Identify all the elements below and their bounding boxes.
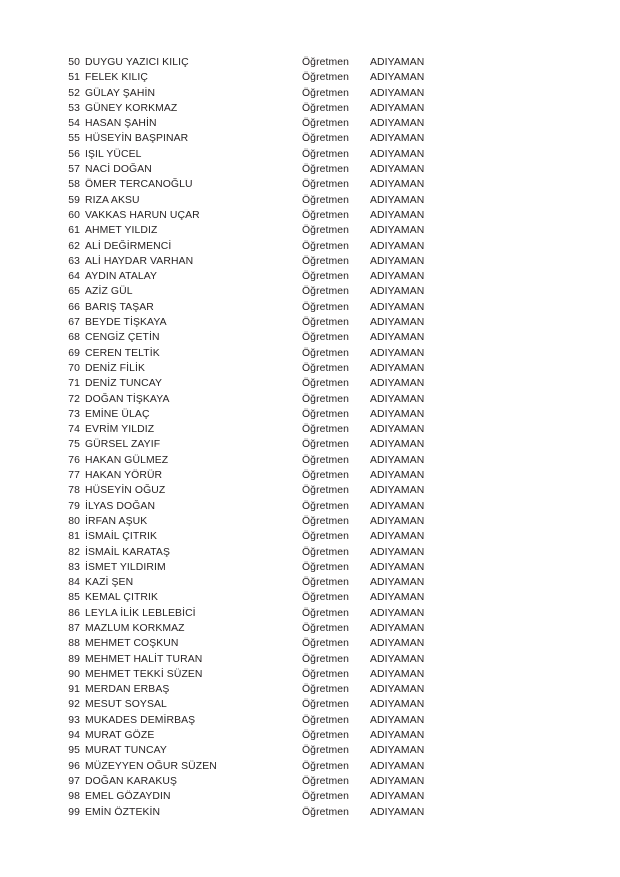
person-name: HASAN ŞAHİN (85, 118, 157, 130)
person-title: Öğretmen (302, 424, 350, 436)
person-title: Öğretmen (302, 454, 350, 466)
person-name: GÜNEY KORKMAZ (85, 102, 178, 114)
person-name: EMİNE ÜLAÇ (85, 408, 150, 420)
table-row (62, 70, 620, 85)
row-number: 67 (68, 317, 80, 329)
person-title: Öğretmen (302, 806, 350, 818)
table-row (62, 621, 620, 636)
person-province: ADIYAMAN (370, 332, 425, 344)
table-row (62, 330, 620, 345)
person-title: Öğretmen (302, 240, 350, 252)
person-province: ADIYAMAN (370, 561, 425, 573)
row-number: 63 (68, 255, 80, 267)
person-province: ADIYAMAN (370, 592, 425, 604)
person-title: Öğretmen (302, 531, 350, 543)
person-name: HÜSEYİN OĞUZ (85, 485, 166, 497)
person-title: Öğretmen (302, 699, 350, 711)
person-name: BARIŞ TAŞAR (85, 301, 154, 313)
table-row (62, 697, 620, 712)
person-title: Öğretmen (302, 118, 350, 130)
row-number: 96 (68, 760, 80, 772)
person-name: NACİ DOĞAN (85, 164, 152, 176)
row-number: 70 (68, 362, 80, 374)
person-province: ADIYAMAN (370, 164, 425, 176)
table-row (62, 728, 620, 743)
person-name: AZİZ GÜL (85, 286, 133, 298)
row-number: 75 (68, 439, 80, 451)
table-row (62, 162, 620, 177)
table-row (62, 560, 620, 575)
person-name: MESUT SOYSAL (85, 699, 167, 711)
person-name: LEYLA İLİK LEBLEBİCİ (85, 607, 196, 619)
person-title: Öğretmen (302, 653, 350, 665)
row-number: 58 (68, 179, 80, 191)
person-title: Öğretmen (302, 745, 350, 757)
table-row (62, 208, 620, 223)
table-row (62, 422, 620, 437)
person-name: GÜRSEL ZAYIF (85, 439, 161, 451)
person-province: ADIYAMAN (370, 225, 425, 237)
person-province: ADIYAMAN (370, 317, 425, 329)
person-name: DUYGU YAZICI KILIÇ (85, 57, 189, 68)
person-province: ADIYAMAN (370, 271, 425, 283)
row-number: 93 (68, 714, 80, 726)
row-number: 92 (68, 699, 80, 711)
person-name: EMEL GÖZAYDIN (85, 791, 171, 803)
table-row (62, 636, 620, 651)
table-row (62, 392, 620, 407)
person-province: ADIYAMAN (370, 622, 425, 634)
row-number: 65 (68, 286, 80, 298)
person-name: MEHMET HALİT TURAN (85, 653, 203, 665)
name-list-rows (62, 55, 620, 820)
table-row (62, 315, 620, 330)
person-province: ADIYAMAN (370, 393, 425, 405)
row-number: 98 (68, 791, 80, 803)
table-row (62, 407, 620, 422)
table-row (62, 514, 620, 529)
row-number: 56 (68, 148, 80, 160)
person-province: ADIYAMAN (370, 760, 425, 772)
person-province: ADIYAMAN (370, 791, 425, 803)
person-title: Öğretmen (302, 775, 350, 787)
table-row (62, 468, 620, 483)
person-title: Öğretmen (302, 607, 350, 619)
person-province: ADIYAMAN (370, 378, 425, 390)
table-row (62, 545, 620, 560)
table-row (62, 759, 620, 774)
table-row (62, 483, 620, 498)
table-row (62, 177, 620, 192)
person-name: EVRİM YILDIZ (85, 424, 155, 436)
person-name: KAZİ ŞEN (85, 577, 134, 589)
person-province: ADIYAMAN (370, 194, 425, 206)
person-province: ADIYAMAN (370, 546, 425, 558)
table-row (62, 743, 620, 758)
name-list (0, 55, 620, 820)
person-title: Öğretmen (302, 286, 350, 298)
person-name: CEREN TELTİK (85, 347, 160, 359)
person-name: AHMET YILDIZ (85, 225, 158, 237)
row-number: 66 (68, 301, 80, 313)
table-row (62, 606, 620, 621)
row-number: 68 (68, 332, 80, 344)
row-number: 52 (68, 87, 80, 99)
person-name: EMİN ÖZTEKİN (85, 806, 161, 818)
table-row (62, 774, 620, 789)
person-province: ADIYAMAN (370, 806, 425, 818)
row-number: 69 (68, 347, 80, 359)
table-row (62, 575, 620, 590)
person-name: ÖMER TERCANOĞLU (85, 179, 193, 191)
person-name: FELEK KILIÇ (85, 72, 148, 84)
row-number: 77 (68, 470, 80, 482)
person-title: Öğretmen (302, 470, 350, 482)
person-province: ADIYAMAN (370, 286, 425, 298)
table-row (62, 116, 620, 131)
row-number: 84 (68, 577, 80, 589)
person-province: ADIYAMAN (370, 500, 425, 512)
row-number: 60 (68, 209, 80, 221)
row-number: 95 (68, 745, 80, 757)
person-title: Öğretmen (302, 72, 350, 84)
row-number: 85 (68, 592, 80, 604)
person-title: Öğretmen (302, 439, 350, 451)
person-province: ADIYAMAN (370, 148, 425, 160)
row-number: 71 (68, 378, 80, 390)
person-title: Öğretmen (302, 148, 350, 160)
person-title: Öğretmen (302, 317, 350, 329)
person-title: Öğretmen (302, 408, 350, 420)
person-title: Öğretmen (302, 362, 350, 374)
person-title: Öğretmen (302, 87, 350, 99)
person-name: RIZA AKSU (85, 194, 140, 206)
person-name: HAKAN YÖRÜR (85, 470, 163, 482)
table-row (62, 805, 620, 820)
person-province: ADIYAMAN (370, 577, 425, 589)
person-title: Öğretmen (302, 561, 350, 573)
row-number: 73 (68, 408, 80, 420)
person-title: Öğretmen (302, 515, 350, 527)
person-title: Öğretmen (302, 347, 350, 359)
person-title: Öğretmen (302, 760, 350, 772)
person-name: İSMAİL ÇITRIK (85, 531, 157, 543)
person-title: Öğretmen (302, 301, 350, 313)
person-title: Öğretmen (302, 393, 350, 405)
person-province: ADIYAMAN (370, 775, 425, 787)
row-number: 81 (68, 531, 80, 543)
person-province: ADIYAMAN (370, 730, 425, 742)
person-province: ADIYAMAN (370, 485, 425, 497)
row-number: 90 (68, 668, 80, 680)
person-title: Öğretmen (302, 271, 350, 283)
person-name: İSMAİL KARATAŞ (85, 546, 170, 558)
person-name: MUKADES DEMİRBAŞ (85, 714, 196, 726)
table-row (62, 101, 620, 116)
row-number: 88 (68, 638, 80, 650)
person-title: Öğretmen (302, 194, 350, 206)
person-title: Öğretmen (302, 164, 350, 176)
person-province: ADIYAMAN (370, 454, 425, 466)
person-name: AYDIN ATALAY (85, 271, 158, 283)
person-title: Öğretmen (302, 225, 350, 237)
person-title: Öğretmen (302, 730, 350, 742)
person-province: ADIYAMAN (370, 133, 425, 145)
person-name: VAKKAS HARUN UÇAR (85, 209, 200, 221)
row-number: 78 (68, 485, 80, 497)
table-row (62, 346, 620, 361)
row-number: 64 (68, 271, 80, 283)
table-row (62, 300, 620, 315)
row-number: 50 (68, 57, 80, 68)
table-row (62, 55, 620, 70)
person-name: MEHMET TEKKİ SÜZEN (85, 668, 203, 680)
table-row (62, 682, 620, 697)
person-title: Öğretmen (302, 485, 350, 497)
person-name: İLYAS DOĞAN (85, 500, 156, 512)
person-name: MAZLUM KORKMAZ (85, 622, 185, 634)
table-row (62, 789, 620, 804)
person-name: DOĞAN TİŞKAYA (85, 393, 170, 405)
person-province: ADIYAMAN (370, 638, 425, 650)
person-title: Öğretmen (302, 102, 350, 114)
person-name: BEYDE TİŞKAYA (85, 317, 167, 329)
table-row (62, 499, 620, 514)
person-province: ADIYAMAN (370, 714, 425, 726)
table-row (62, 590, 620, 605)
person-province: ADIYAMAN (370, 87, 425, 99)
person-province: ADIYAMAN (370, 362, 425, 374)
person-province: ADIYAMAN (370, 72, 425, 84)
person-name: MURAT TUNCAY (85, 745, 167, 757)
person-province: ADIYAMAN (370, 255, 425, 267)
person-title: Öğretmen (302, 332, 350, 344)
row-number: 94 (68, 730, 80, 742)
table-row (62, 131, 620, 146)
person-title: Öğretmen (302, 592, 350, 604)
row-number: 79 (68, 500, 80, 512)
table-row (62, 193, 620, 208)
person-province: ADIYAMAN (370, 424, 425, 436)
person-title: Öğretmen (302, 622, 350, 634)
person-province: ADIYAMAN (370, 745, 425, 757)
table-row (62, 652, 620, 667)
person-title: Öğretmen (302, 255, 350, 267)
row-number: 53 (68, 102, 80, 114)
person-name: ALİ HAYDAR VARHAN (85, 255, 194, 267)
row-number: 72 (68, 393, 80, 405)
row-number: 82 (68, 546, 80, 558)
person-province: ADIYAMAN (370, 684, 425, 696)
person-title: Öğretmen (302, 714, 350, 726)
person-name: MURAT GÖZE (85, 730, 155, 742)
person-province: ADIYAMAN (370, 531, 425, 543)
table-row (62, 529, 620, 544)
table-row (62, 713, 620, 728)
person-title: Öğretmen (302, 577, 350, 589)
person-province: ADIYAMAN (370, 301, 425, 313)
table-row (62, 667, 620, 682)
person-province: ADIYAMAN (370, 408, 425, 420)
person-name: HÜSEYİN BAŞPINAR (85, 133, 189, 145)
person-province: ADIYAMAN (370, 102, 425, 114)
person-province: ADIYAMAN (370, 347, 425, 359)
table-row (62, 147, 620, 162)
person-name: İSMET YILDIRIM (85, 561, 166, 573)
person-name: ALİ DEĞİRMENCİ (85, 240, 172, 252)
person-title: Öğretmen (302, 668, 350, 680)
person-name: HAKAN GÜLMEZ (85, 454, 169, 466)
table-row (62, 239, 620, 254)
row-number: 51 (68, 72, 80, 84)
row-number: 87 (68, 622, 80, 634)
person-title: Öğretmen (302, 791, 350, 803)
row-number: 97 (68, 775, 80, 787)
row-number: 80 (68, 515, 80, 527)
row-number: 54 (68, 118, 80, 130)
person-title: Öğretmen (302, 179, 350, 191)
row-number: 55 (68, 133, 80, 145)
table-row (62, 86, 620, 101)
table-row (62, 453, 620, 468)
row-number: 76 (68, 454, 80, 466)
person-title: Öğretmen (302, 638, 350, 650)
table-row (62, 437, 620, 452)
person-name: DOĞAN KARAKUŞ (85, 775, 178, 787)
person-province: ADIYAMAN (370, 240, 425, 252)
row-number: 89 (68, 653, 80, 665)
person-title: Öğretmen (302, 209, 350, 221)
person-province: ADIYAMAN (370, 699, 425, 711)
person-name: KEMAL ÇITRIK (85, 592, 159, 604)
person-province: ADIYAMAN (370, 470, 425, 482)
person-province: ADIYAMAN (370, 57, 425, 68)
person-province: ADIYAMAN (370, 118, 425, 130)
person-province: ADIYAMAN (370, 515, 425, 527)
row-number: 91 (68, 684, 80, 696)
person-name: MEHMET COŞKUN (85, 638, 179, 650)
table-row (62, 284, 620, 299)
row-number: 99 (68, 806, 80, 818)
person-province: ADIYAMAN (370, 668, 425, 680)
table-row (62, 254, 620, 269)
person-name: MERDAN ERBAŞ (85, 684, 170, 696)
person-name: GÜLAY ŞAHİN (85, 87, 156, 99)
person-name: IŞIL YÜCEL (85, 148, 142, 160)
person-province: ADIYAMAN (370, 209, 425, 221)
person-title: Öğretmen (302, 133, 350, 145)
person-name: DENİZ TUNCAY (85, 378, 163, 390)
table-row (62, 269, 620, 284)
person-title: Öğretmen (302, 684, 350, 696)
row-number: 61 (68, 225, 80, 237)
row-number: 74 (68, 424, 80, 436)
person-title: Öğretmen (302, 378, 350, 390)
person-title: Öğretmen (302, 500, 350, 512)
row-number: 86 (68, 607, 80, 619)
person-name: DENİZ FİLİK (85, 362, 146, 374)
row-number: 62 (68, 240, 80, 252)
person-province: ADIYAMAN (370, 179, 425, 191)
person-province: ADIYAMAN (370, 653, 425, 665)
row-number: 83 (68, 561, 80, 573)
person-title: Öğretmen (302, 546, 350, 558)
person-province: ADIYAMAN (370, 607, 425, 619)
person-name: İRFAN AŞUK (85, 515, 148, 527)
person-name: MÜZEYYEN OĞUR SÜZEN (85, 760, 217, 772)
row-number: 59 (68, 194, 80, 206)
person-title: Öğretmen (302, 57, 350, 68)
table-row (62, 376, 620, 391)
person-name: CENGİZ ÇETİN (85, 332, 160, 344)
table-row (62, 223, 620, 238)
table-row (62, 361, 620, 376)
row-number: 57 (68, 164, 80, 176)
person-province: ADIYAMAN (370, 439, 425, 451)
